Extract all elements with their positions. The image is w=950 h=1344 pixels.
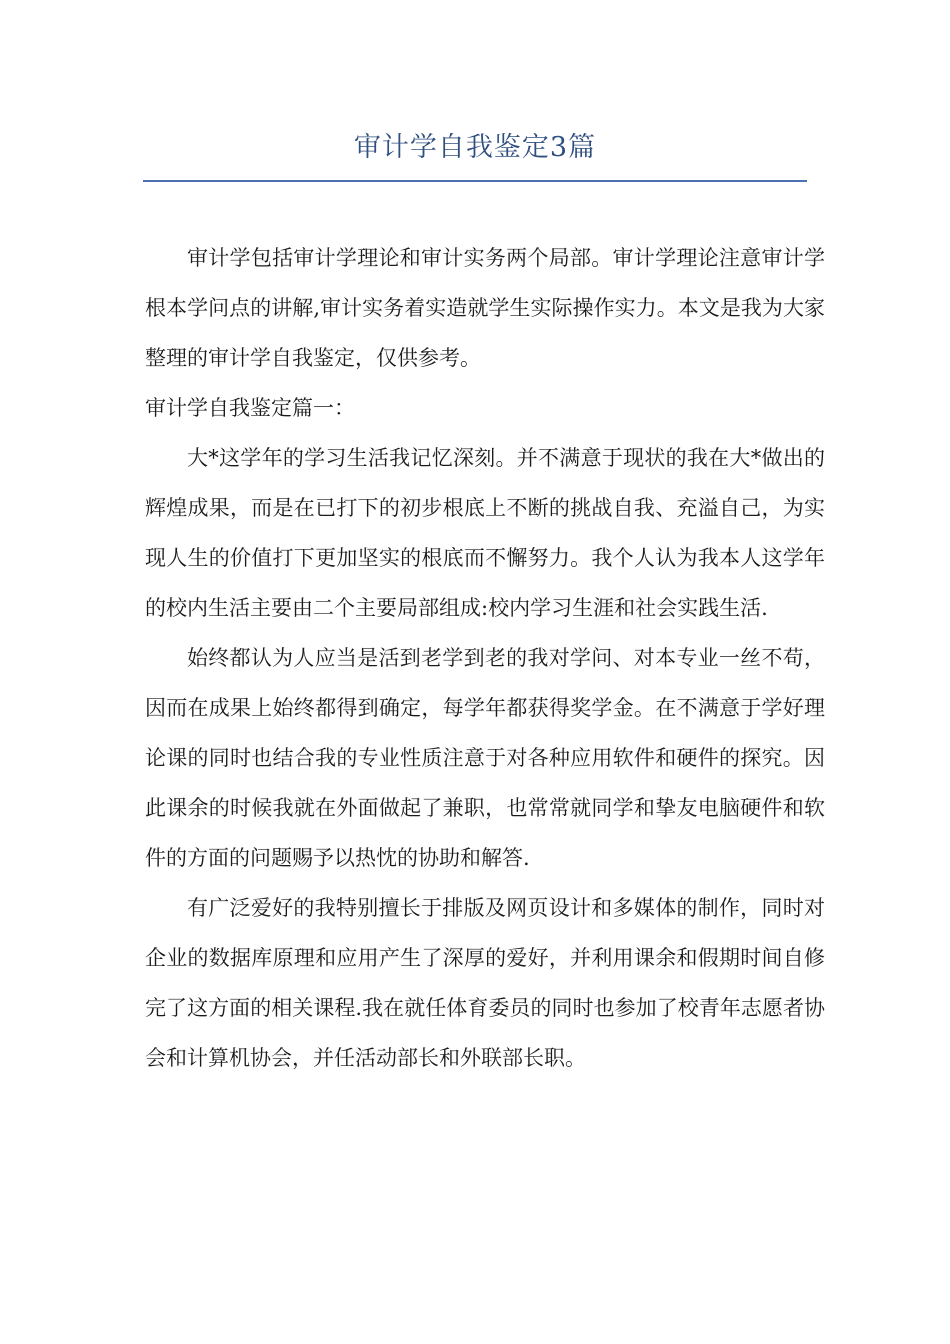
body-paragraph: 有广泛爱好的我特别擅长于排版及网页设计和多媒体的制作，同时对企业的数据库原理和应用产生了深厚的爱好，并利用课余和假期时间自修完了这方面的相关课程.我在就任体育委员的同时也参加了校青年志愿者协会和计算机协会，并任活动部长和外联部长职。 [145, 896, 825, 1070]
intro-paragraph: 审计学包括审计学理论和审计实务两个局部。审计学理论注意审计学根本学问点的讲解,审计实务着实造就学生实际操作实力。本文是我为大家整理的审计学自我鉴定，仅供参考。 [145, 246, 825, 370]
section-heading: 审计学自我鉴定篇一： [145, 396, 355, 420]
body-paragraph: 始终都认为人应当是活到老学到老的我对学问、对本专业一丝不苟，因而在成果上始终都得到确定，每学年都获得奖学金。在不满意于学好理论课的同时也结合我的专业性质注意于对各种应用软件和硬件的探究。因此课余的时候我就在外面做起了兼职，也常常就同学和挚友电脑硬件和软件的方面的问题赐予以热忱的协助和解答. [145, 646, 825, 870]
body-paragraph: 大*这学年的学习生活我记忆深刻。并不满意于现状的我在大*做出的辉煌成果，而是在已打下的初步根底上不断的挑战自我、充溢自己，为实现人生的价值打下更加坚实的根底而不懈努力。我个人认为我本人这学年的校内生活主要由二个主要局部组成:校内学习生涯和社会实践生活. [145, 446, 825, 620]
document-title: 审计学自我鉴定3篇 [353, 132, 597, 163]
document-body [145, 233, 825, 1083]
title-underline [143, 180, 807, 182]
